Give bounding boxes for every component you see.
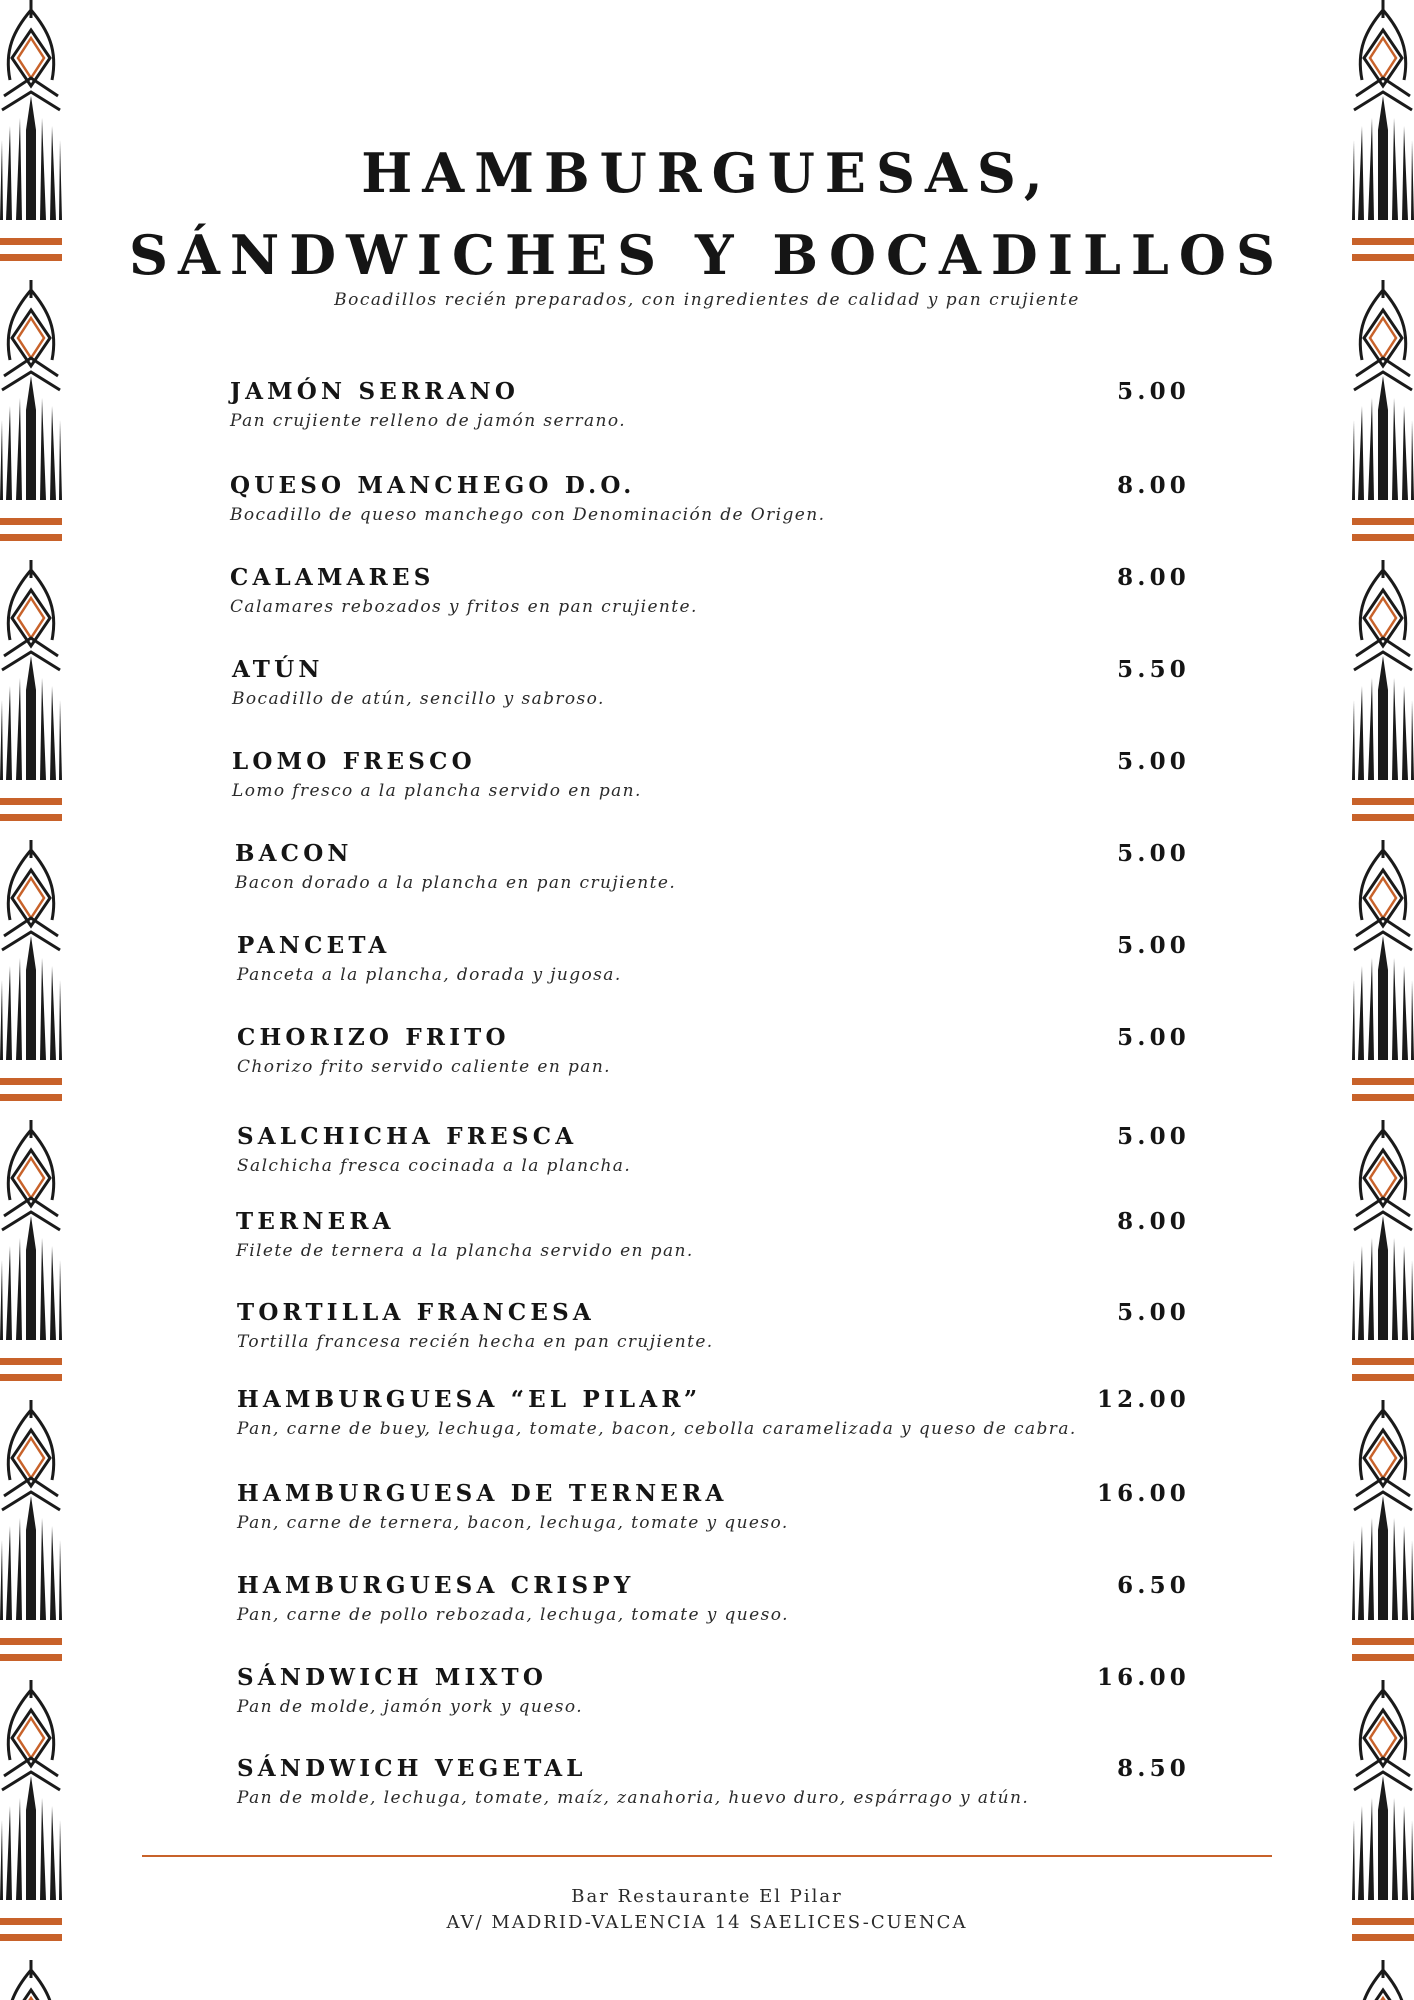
menu-item-name: SALCHICHA FRESCA: [237, 1123, 578, 1150]
menu-item: [237, 1572, 1190, 1642]
menu-item-description: Filete de ternera a la plancha servido en pan.: [236, 1241, 694, 1261]
menu-item-description: Salchicha fresca cocinada a la plancha.: [237, 1156, 632, 1176]
ornament-motif: [1352, 1400, 1414, 1661]
menu-item: [237, 1664, 1190, 1734]
menu-item-description: Lomo fresco a la plancha servido en pan.: [232, 781, 642, 801]
menu-item-description: Pan, carne de buey, lechuga, tomate, bacon, cebolla caramelizada y queso de cabra.: [237, 1419, 1077, 1439]
ornament-motif: [0, 1400, 62, 1661]
ornament-motif: [0, 560, 62, 821]
menu-item-description: Chorizo frito servido caliente en pan.: [237, 1057, 611, 1077]
ornament-motif: [1352, 1120, 1414, 1381]
menu-item-price: 5.00: [1117, 840, 1190, 867]
menu-item: [237, 1299, 1190, 1369]
menu-item-description: Pan, carne de pollo rebozada, lechuga, tomate y queso.: [237, 1605, 789, 1625]
menu-item: [237, 1755, 1190, 1825]
menu-item-description: Calamares rebozados y fritos en pan crujiente.: [230, 597, 698, 617]
ornament-motif: [0, 280, 62, 541]
menu-title: [0, 132, 1414, 296]
menu-item-price: 6.50: [1117, 1572, 1190, 1599]
menu-item-name: ATÚN: [232, 656, 324, 683]
footer-divider: [142, 1855, 1272, 1857]
restaurant-address: AV/ MADRID-VALENCIA 14 SAELICES-CUENCA: [446, 1912, 968, 1933]
menu-item: [237, 932, 1190, 1002]
menu-item-price: 8.00: [1117, 472, 1190, 499]
menu-item-price: 5.00: [1117, 378, 1190, 405]
menu-item-price: 5.50: [1117, 656, 1190, 683]
ornament-motif: [1352, 840, 1414, 1101]
menu-item-price: 12.00: [1096, 1386, 1190, 1413]
menu-item-description: Pan, carne de ternera, bacon, lechuga, tomate y queso.: [237, 1513, 789, 1533]
menu-item-price: 5.00: [1117, 1299, 1190, 1326]
menu-item: [232, 656, 1190, 726]
menu-item-price: 8.00: [1117, 1208, 1190, 1235]
menu-item: [230, 378, 1190, 448]
menu-item-name: SÁNDWICH VEGETAL: [237, 1755, 587, 1782]
menu-item-description: Pan de molde, lechuga, tomate, maíz, zanahoria, huevo duro, espárrago y atún.: [237, 1788, 1030, 1808]
menu-item-name: TORTILLA FRANCESA: [237, 1299, 595, 1326]
menu-item: [236, 1208, 1190, 1278]
menu-item: [237, 1480, 1190, 1550]
menu-item-name: QUESO MANCHEGO D.O.: [230, 472, 636, 499]
menu-item: [232, 748, 1190, 818]
ornament-motif: [0, 1120, 62, 1381]
restaurant-name: Bar Restaurante El Pilar: [571, 1886, 843, 1907]
menu-subtitle: Bocadillos recién preparados, con ingredientes de calidad y pan crujiente: [334, 290, 1080, 310]
menu-item-description: Bacon dorado a la plancha en pan crujiente.: [235, 873, 677, 893]
menu-item-name: HAMBURGUESA CRISPY: [237, 1572, 635, 1599]
menu-item-price: 16.00: [1096, 1664, 1190, 1691]
menu-item-name: CHORIZO FRITO: [237, 1024, 510, 1051]
ornament-motif: [1352, 560, 1414, 821]
menu-item: [237, 1123, 1190, 1193]
menu-item: [230, 472, 1190, 542]
menu-item-price: 8.00: [1117, 564, 1190, 591]
menu-item-name: HAMBURGUESA “EL PILAR”: [237, 1386, 702, 1413]
menu-item-name: SÁNDWICH MIXTO: [237, 1664, 548, 1691]
menu-item-name: CALAMARES: [230, 564, 435, 591]
menu-item: [237, 1024, 1190, 1094]
ornament-motif: [1352, 1960, 1414, 2000]
menu-item-name: LOMO FRESCO: [232, 748, 476, 775]
ornament-motif: [0, 840, 62, 1101]
menu-item-price: 5.00: [1117, 748, 1190, 775]
menu-item-name: PANCETA: [237, 932, 391, 959]
menu-item-price: 16.00: [1096, 1480, 1190, 1507]
menu-item: [230, 564, 1190, 634]
menu-item-name: TERNERA: [236, 1208, 395, 1235]
menu-item: [235, 840, 1190, 910]
menu-title-line-1: HAMBURGUESAS,: [361, 141, 1053, 205]
menu-item-name: HAMBURGUESA DE TERNERA: [237, 1480, 728, 1507]
menu-item-description: Panceta a la plancha, dorada y jugosa.: [237, 965, 622, 985]
menu-item-price: 5.00: [1117, 1024, 1190, 1051]
menu-item-price: 5.00: [1117, 1123, 1190, 1150]
menu-title-line-2: SÁNDWICHES Y BOCADILLOS: [129, 223, 1285, 287]
menu-item-description: Bocadillo de queso manchego con Denominación de Origen.: [230, 505, 826, 525]
menu-item-name: BACON: [235, 840, 353, 867]
ornament-motif: [0, 1960, 62, 2000]
menu-item-description: Pan de molde, jamón york y queso.: [237, 1697, 583, 1717]
menu-item-price: 8.50: [1117, 1755, 1190, 1782]
menu-item-description: Bocadillo de atún, sencillo y sabroso.: [232, 689, 605, 709]
footer: [0, 1884, 1414, 1936]
menu-item-description: Pan crujiente relleno de jamón serrano.: [230, 411, 627, 431]
ornament-motif: [1352, 280, 1414, 541]
menu-item-price: 5.00: [1117, 932, 1190, 959]
menu-item-name: JAMÓN SERRANO: [230, 378, 520, 405]
menu-item-description: Tortilla francesa recién hecha en pan crujiente.: [237, 1332, 714, 1352]
menu-item: [237, 1386, 1190, 1456]
